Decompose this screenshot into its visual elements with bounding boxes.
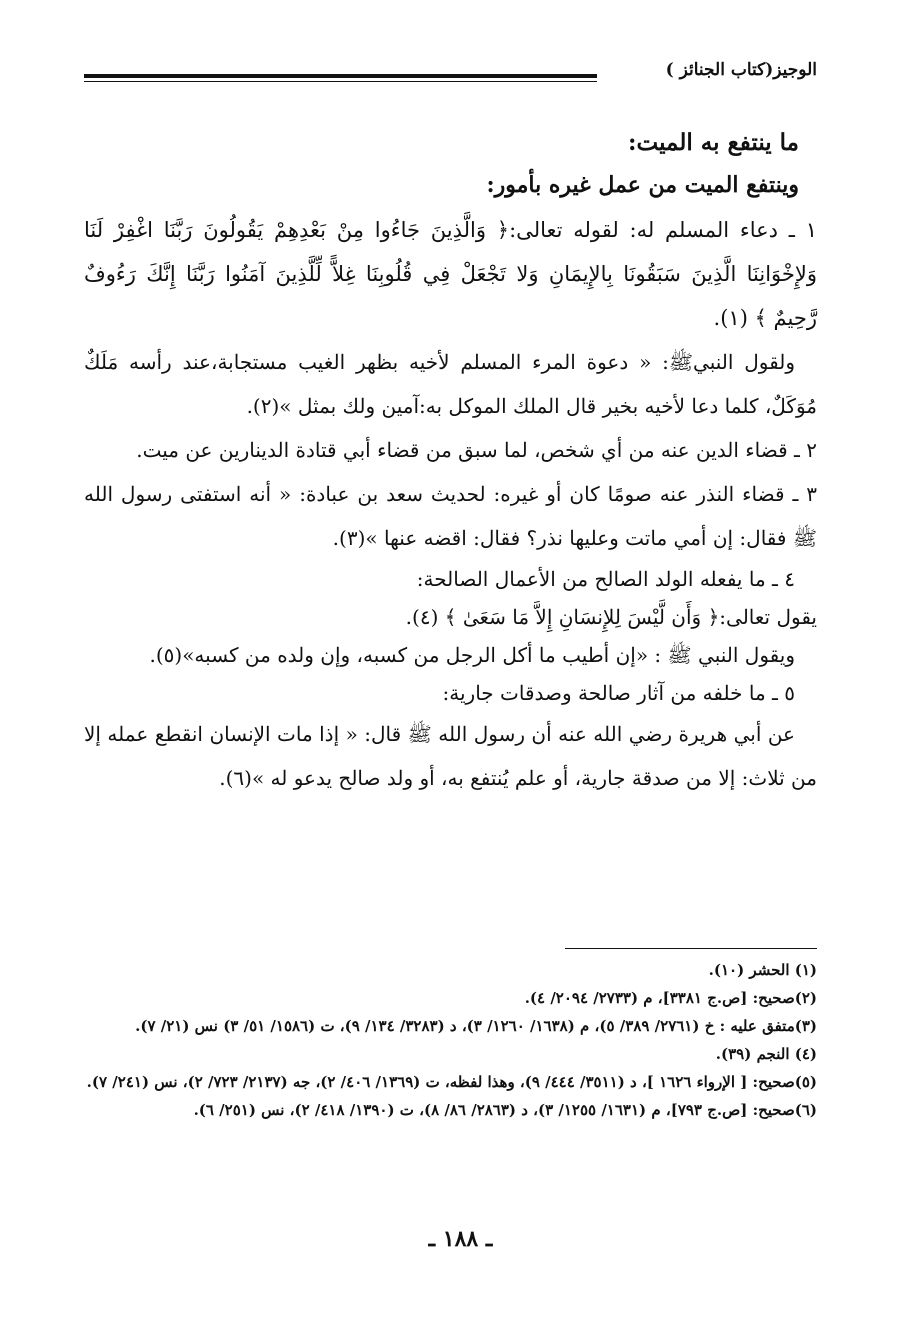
item-2-paragraph: ٢ ـ قضاء الدين عنه من أي شخص، لما سبق من قضاء أبي قتادة الدينارين عن ميت.	[136, 438, 817, 462]
running-title: الوجيز(كتاب الجنائز )	[665, 60, 817, 80]
item-1-paragraph: ١ ـ دعاء المسلم له: لقوله تعالى:﴿ وَالَّذِينَ جَاءُوا مِنْ بَعْدِهِمْ يَقُولُونَ رَبَّنَا اغْفِرْ لَنَا وَلإِخْوَانِنَا الَّذِينَ سَبَقُونَا بِالإِيمَانِ وَلا تَجْعَلْ فِي قُلُوبِنَا غِلاًّ لِّلَّذِينَ آمَنُوا رَبَّنَا إِنَّكَ رَءُوفٌ رَّحِيمٌ ﴾ (١).	[84, 218, 817, 330]
running-header	[84, 60, 817, 90]
hadith-1-paragraph: ولقول النبيﷺ: « دعوة المرء المسلم لأخيه بظهر الغيب مستجابة،عند رأسه مَلَكٌ مُوَكَلٌ، كلما دعا لأخيه بخير قال الملك الموكل به:آمين ولك بمثل »(٢).	[84, 350, 817, 418]
hadith-4-paragraph: ويقول النبي ﷺ : «إن أطيب ما أكل الرجل من كسبه، وإن ولده من كسبه»(٥).	[149, 643, 795, 667]
footnote-2: (٢)صحيح: [ص.ج ٣٣٨١]، م (٢٧٣٣/ ٢٠٩٤/ ٤).	[524, 989, 817, 1007]
item-3-paragraph: ٣ ـ قضاء النذر عنه صومًا كان أو غيره: لحديث سعد بن عبادة: « أنه استفتى رسول الله ﷺ فقال: إن أمي ماتت وعليها نذر؟ فقال: اقضه عنها »(٣).	[84, 482, 817, 550]
verse-4-paragraph: يقول تعالى:﴿ وَأَن لَّيْسَ لِلإِنسَانِ إِلاَّ مَا سَعَىٰ ﴾ (٤).	[405, 605, 817, 629]
item-5-paragraph: ٥ ـ ما خلفه من آثار صالحة وصدقات جارية:	[442, 681, 795, 705]
item-4-paragraph: ٤ ـ ما يفعله الولد الصالح من الأعمال الصالحة:	[416, 567, 795, 591]
footnote-3: (٣)متفق عليه : خ (٢٧٦١/ ٣٨٩/ ٥)، م (١٦٣٨/ ١٢٦٠/ ٣)، د (٣٢٨٣/ ١٣٤/ ٩)، ت (١٥٨٦/ ٥١/ ٣) نس (٢١/ ٧).	[135, 1017, 817, 1035]
page-number: ـ ١٨٨ ـ	[428, 1226, 493, 1252]
section-heading: ما ينتفع به الميت:	[628, 129, 799, 156]
footnote-6: (٦)صحيح: [ص.ج ٧٩٣]، م (١٦٣١/ ١٢٥٥/ ٣)، د (٢٨٦٣/ ٨٦/ ٨)، ت (١٣٩٠/ ٤١٨/ ٢)، نس (٢٥١/ ٦).	[193, 1101, 817, 1119]
section-subheading: وينتفع الميت من عمل غيره بأمور:	[486, 172, 799, 198]
footnote-list	[84, 956, 817, 1124]
footnote-4: (٤) النجم (٣٩).	[715, 1045, 817, 1063]
footnote-rule	[565, 948, 817, 949]
main-text	[84, 122, 817, 800]
header-rule	[84, 74, 597, 78]
footnote-1: (١) الحشر (١٠).	[708, 961, 817, 979]
hadith-5-paragraph: عن أبي هريرة رضي الله عنه أن رسول الله ﷺ قال: « إذا مات الإنسان انقطع عمله إلا من ثلاث: إلا من صدقة جارية، أو علم يُنتفع به، أو ولد صالح يدعو له »(٦).	[84, 722, 817, 790]
footnote-5: (٥)صحيح: [ الإرواء ١٦٢٦ ]، د (٣٥١١/ ٤٤٤/ ٩)، وهذا لفظه، ت (١٣٦٩/ ٤٠٦/ ٢)، جه (٢١٣٧/ ٧٢٣/ ٢)، نس (٢٤١/ ٧).	[86, 1073, 817, 1091]
